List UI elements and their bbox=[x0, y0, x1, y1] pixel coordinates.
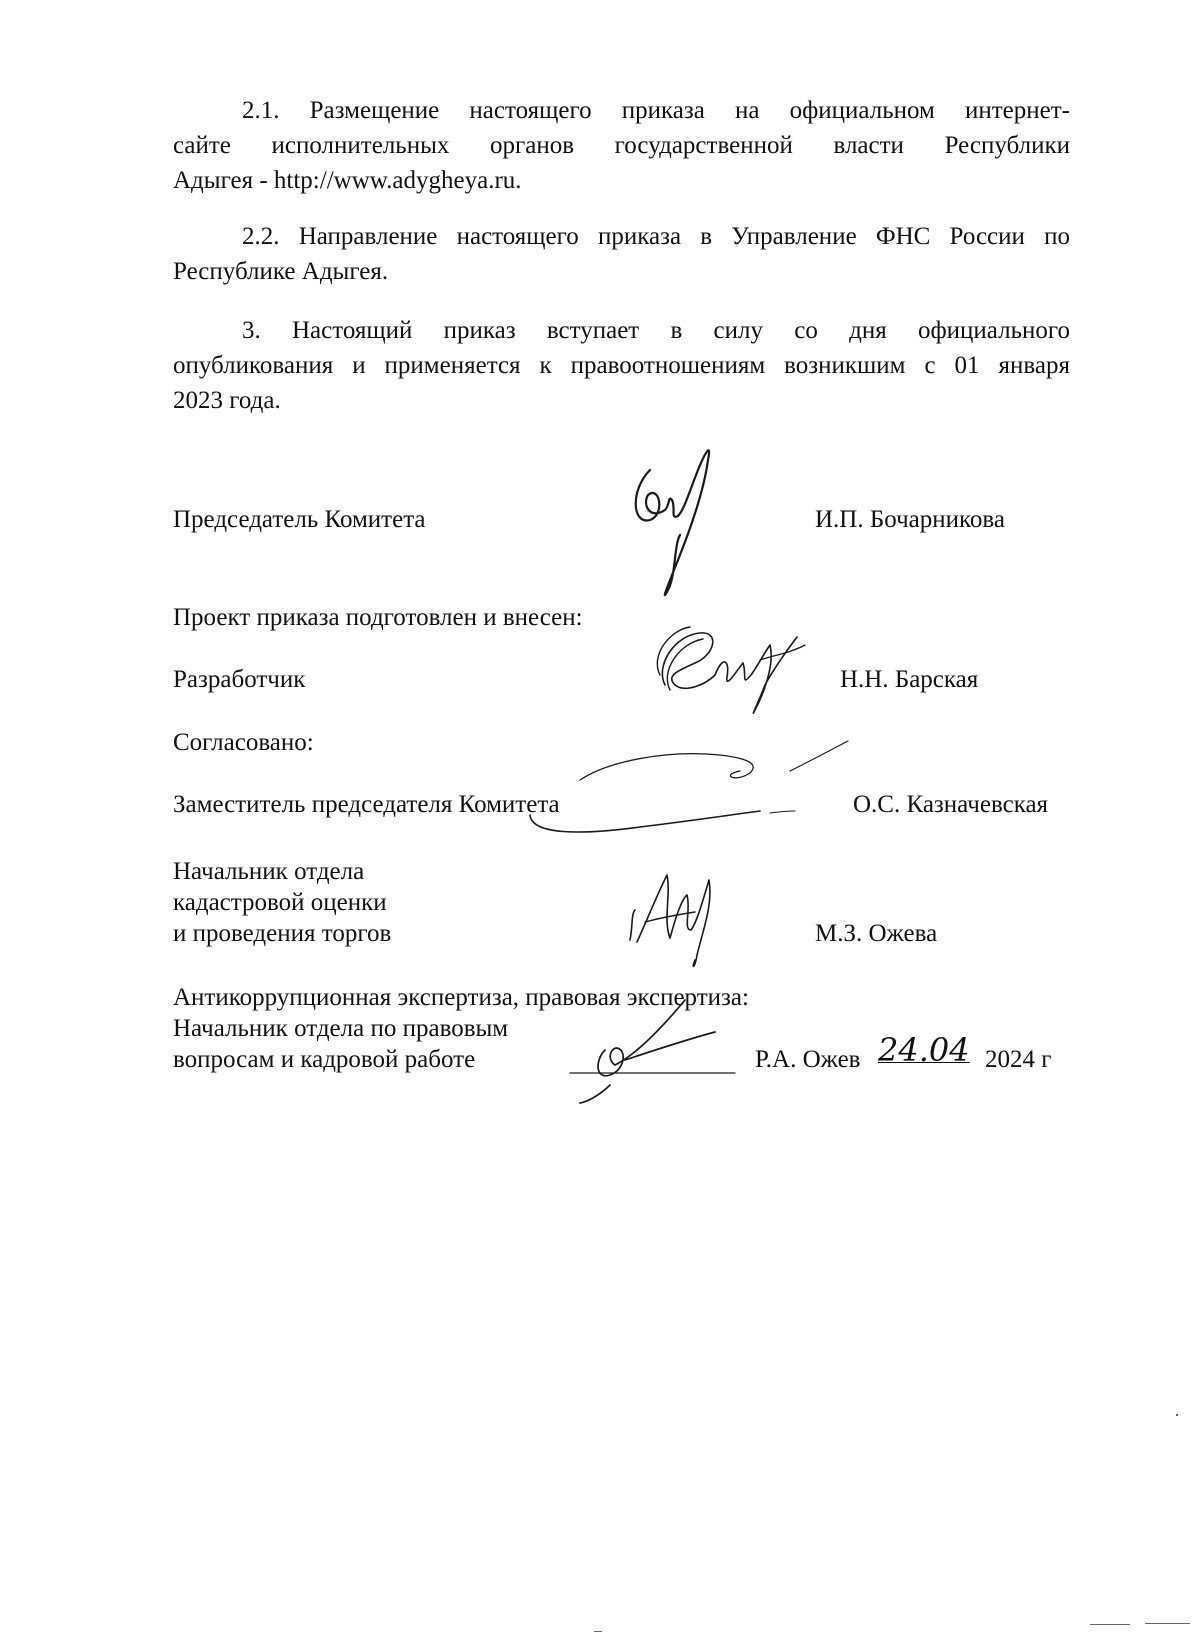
paragraph-3-line-2: опубликования и применяется к правоотношениям возникшим с 01 января bbox=[173, 352, 1070, 379]
expertise-signature bbox=[565, 990, 745, 1105]
chairman-signature bbox=[620, 450, 730, 600]
cadastral-head-name: М.З. Ожева bbox=[815, 920, 938, 947]
developer-title: Разработчик bbox=[173, 666, 306, 693]
cadastral-head-signature bbox=[625, 860, 725, 970]
paragraph-2-1-line-1: 2.1. Размещение настоящего приказа на официальном интернет- bbox=[242, 97, 1070, 124]
scan-speck bbox=[1176, 1414, 1178, 1416]
scan-speck bbox=[1090, 1624, 1130, 1625]
prepared-header: Проект приказа подготовлен и внесен: bbox=[173, 604, 583, 631]
cadastral-head-title-line-3: и проведения торгов bbox=[173, 920, 392, 947]
paragraph-2-1-line-2: сайте исполнительных органов государственной власти Республики bbox=[173, 132, 1070, 159]
agreed-header: Согласовано: bbox=[173, 729, 314, 756]
deputy-title: Заместитель председателя Комитета bbox=[173, 791, 560, 818]
cadastral-head-title-line-1: Начальник отдела bbox=[173, 858, 365, 885]
expertise-title-line-1: Начальник отдела по правовым bbox=[173, 1015, 509, 1042]
scan-speck bbox=[594, 1631, 602, 1632]
developer-signature bbox=[645, 615, 815, 725]
deputy-name: О.С. Казначевская bbox=[853, 791, 1049, 818]
scan-speck bbox=[1145, 1623, 1190, 1624]
expertise-date-suffix: 2024 г bbox=[985, 1046, 1052, 1073]
paragraph-2-2-line-2: Республике Адыгея. bbox=[173, 258, 389, 285]
developer-name: Н.Н. Барская bbox=[840, 666, 979, 693]
paragraph-3-line-3: 2023 года. bbox=[173, 387, 281, 414]
paragraph-2-2-line-1: 2.2. Направление настоящего приказа в Управление ФНС России по bbox=[242, 223, 1070, 250]
expertise-title-line-2: вопросам и кадровой работе bbox=[173, 1046, 476, 1073]
expertise-header: Антикоррупционная экспертиза, правовая экспертиза: bbox=[173, 984, 749, 1011]
paragraph-2-1-line-3: Адыгея - http://www.adygheya.ru. bbox=[173, 167, 522, 194]
cadastral-head-title-line-2: кадастровой оценки bbox=[173, 889, 387, 916]
expertise-name: Р.А. Ожев bbox=[755, 1046, 861, 1073]
paragraph-3-line-1: 3. Настоящий приказ вступает в силу со дня официального bbox=[242, 317, 1070, 344]
chairman-title: Председатель Комитета bbox=[173, 506, 426, 533]
chairman-name: И.П. Бочарникова bbox=[815, 506, 1005, 533]
expertise-date-handwritten: 24.04 bbox=[878, 1031, 970, 1069]
deputy-signature bbox=[520, 725, 860, 855]
